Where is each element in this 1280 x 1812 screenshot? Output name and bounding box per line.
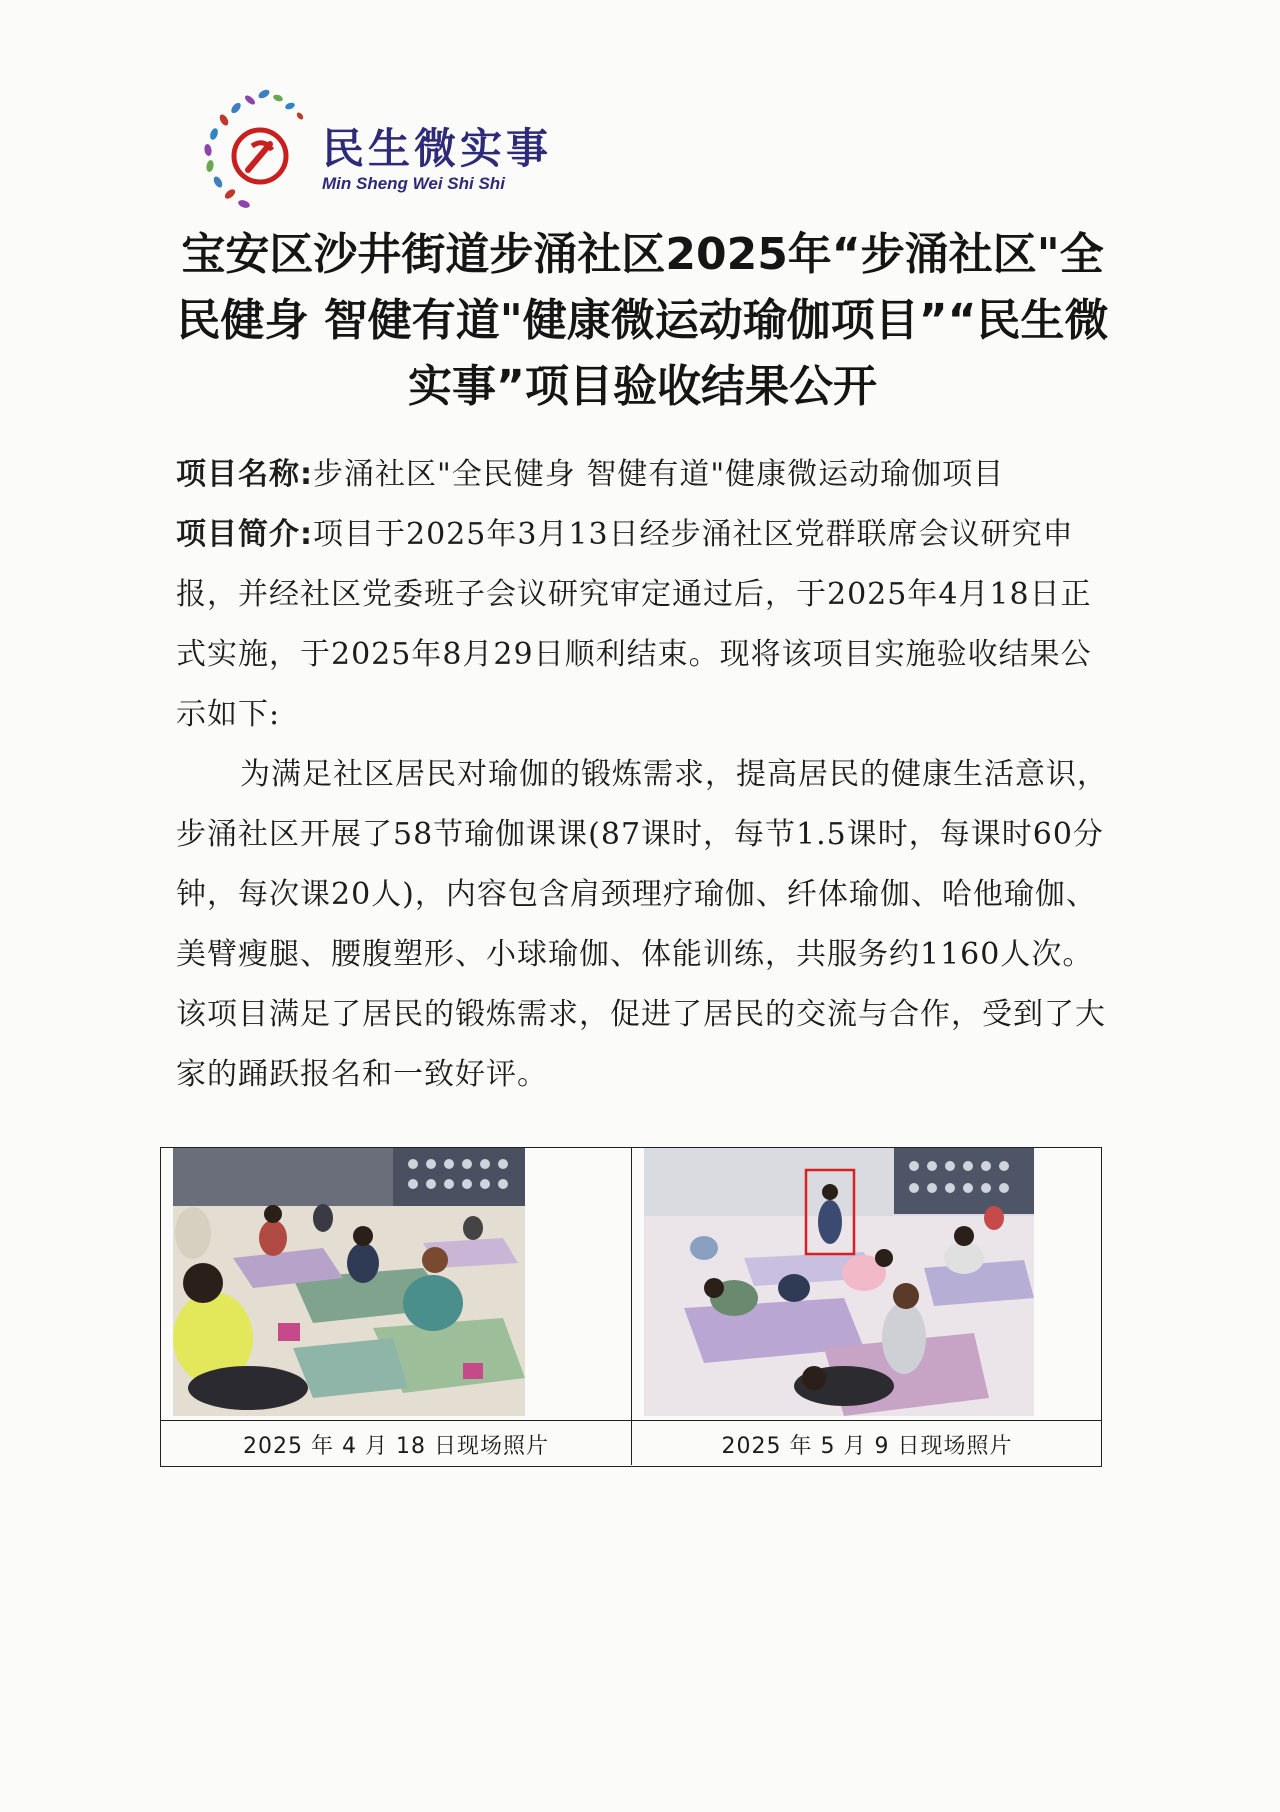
project-intro-value: 项目于2025年3月13日经步涌社区党群联席会议研究申报，并经社区党委班子会议研究审定通过后，于2025年4月18日正式实施，于2025年8月29日顺利结束。现将该项目实施验收结果公示如下: <box>176 517 1092 732</box>
yoga-class-photo-1 <box>173 1148 525 1416</box>
project-name-label: 项目名称: <box>176 457 313 492</box>
summary-paragraph: 为满足社区居民对瑜伽的锻炼需求，提高居民的健康生活意识，步涌社区开展了58节瑜伽课课(87课时，每节1.5课时，每课时60分钟，每次课20人)，内容包含肩颈理疗瑜伽、纤体瑜伽、哈他瑜伽、美臂瘦腿、腰腹塑形、小球瑜伽、体能训练，共服务约1160人次。该项目满足了居民的锻炼需求，促进了居民的交流与合作，受到了大家的踊跃报名和一致好评。 <box>176 757 1108 1092</box>
yoga-class-photo-2 <box>644 1148 1034 1416</box>
document-body <box>176 445 1120 1105</box>
photo-cell-2 <box>632 1148 1102 1465</box>
photo-caption-row-1 <box>161 1420 631 1465</box>
photo-table <box>160 1147 1102 1467</box>
page-title: 宝安区沙井街道步涌社区2025年“步涌社区"全民健身 智健有道"健康微运动瑜伽项目”“民生微实事”项目验收结果公开 <box>176 229 1109 412</box>
photo-caption-1: 2025 年 4 月 18 日现场照片 <box>243 1434 549 1459</box>
project-name-line <box>176 445 1120 505</box>
logo-emblem-icon <box>192 86 322 216</box>
photo-caption-row-2 <box>632 1420 1102 1465</box>
logo-name-en: Min Sheng Wei Shi Shi <box>322 174 505 193</box>
project-name-value: 步涌社区"全民健身 智健有道"健康微运动瑜伽项目 <box>313 457 1005 492</box>
photo-caption-2: 2025 年 5 月 9 日现场照片 <box>721 1434 1013 1459</box>
logo <box>192 86 552 216</box>
project-intro-line <box>176 505 1120 745</box>
photo-cell-1 <box>161 1148 632 1465</box>
project-intro-label: 项目简介: <box>176 517 313 552</box>
logo-name-cn: 民生微实事 <box>322 124 553 173</box>
